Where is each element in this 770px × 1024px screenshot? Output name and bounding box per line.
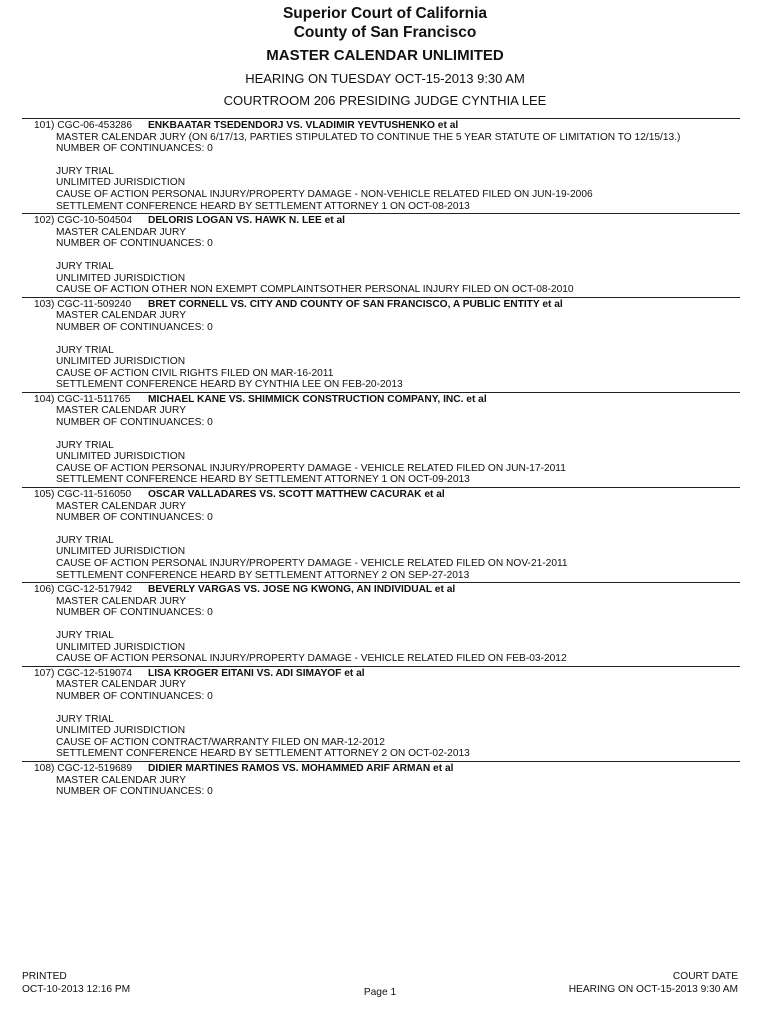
case-detail-line: JURY TRIAL (56, 629, 114, 641)
case-detail-line: NUMBER OF CONTINUANCES: 0 (56, 143, 213, 155)
case-docket: CGC-12-519689 (57, 762, 132, 774)
case-detail-line: SETTLEMENT CONFERENCE HEARD BY CYNTHIA LEE ON FEB-20-2013 (56, 379, 403, 391)
hearing-line: HEARING ON TUESDAY OCT-15-2013 9:30 AM (245, 71, 525, 86)
case-detail-line: JURY TRIAL (56, 439, 114, 451)
case-detail-line: CAUSE OF ACTION PERSONAL INJURY/PROPERTY DAMAGE - VEHICLE RELATED FILED ON FEB-03-2012 (56, 653, 567, 665)
case-detail-line: MASTER CALENDAR JURY (56, 679, 187, 691)
case-detail-line: CAUSE OF ACTION PERSONAL INJURY/PROPERTY DAMAGE - NON-VEHICLE RELATED FILED ON JUN-19-2006 (56, 188, 593, 200)
case-number (34, 299, 148, 311)
case-number (34, 489, 148, 501)
case-detail-line: SETTLEMENT CONFERENCE HEARD BY SETTLEMENT ATTORNEY 2 ON SEP-27-2013 (56, 569, 470, 581)
case-index: 103) (34, 298, 55, 310)
case-entry (22, 666, 740, 761)
case-title: BEVERLY VARGAS VS. JOSE NG KWONG, AN INDIVIDUAL et al (148, 584, 456, 596)
printed-date: OCT-10-2013 12:16 PM (22, 984, 131, 995)
case-title: MICHAEL KANE VS. SHIMMICK CONSTRUCTION COMPANY, INC. et al (148, 393, 487, 405)
case-detail-line: NUMBER OF CONTINUANCES: 0 (56, 786, 213, 798)
case-header (22, 762, 740, 775)
case-detail-line: NUMBER OF CONTINUANCES: 0 (56, 321, 213, 333)
case-number (34, 215, 148, 227)
case-list (22, 118, 740, 810)
case-detail-line: UNLIMITED JURISDICTION (56, 451, 186, 463)
case-docket: CGC-10-504504 (57, 215, 132, 227)
case-detail-line: MASTER CALENDAR JURY (56, 405, 187, 417)
case-entry (22, 487, 740, 582)
case-header (22, 119, 740, 132)
page-header (0, 0, 770, 109)
case-header (22, 214, 740, 227)
case-title: ENKBAATAR TSEDENDORJ VS. VLADIMIR YEVTUSHENKO et al (148, 120, 459, 131)
case-header (22, 488, 740, 501)
case-detail-line: UNLIMITED JURISDICTION (56, 356, 186, 368)
case-index: 102) (34, 215, 55, 227)
case-detail-line: SETTLEMENT CONFERENCE HEARD BY SETTLEMENT ATTORNEY 1 ON OCT-08-2013 (56, 200, 470, 212)
case-title: DIDIER MARTINES RAMOS VS. MOHAMMED ARIF ARMAN et al (148, 762, 454, 774)
case-detail-line: MASTER CALENDAR JURY (56, 500, 187, 512)
case-index: 101) (34, 120, 55, 131)
county-name: County of San Francisco (293, 24, 477, 41)
court-date-info (569, 970, 738, 996)
case-title: BRET CORNELL VS. CITY AND COUNTY OF SAN FRANCISCO, A PUBLIC ENTITY et al (148, 298, 563, 310)
case-detail-line: NUMBER OF CONTINUANCES: 0 (56, 238, 213, 250)
case-detail-line: UNLIMITED JURISDICTION (56, 177, 186, 189)
case-detail-line: MASTER CALENDAR JURY (56, 310, 187, 322)
case-title: LISA KROGER EITANI VS. ADI SIMAYOF et al (148, 667, 365, 679)
case-entry (22, 761, 740, 810)
case-detail-line: UNLIMITED JURISDICTION (56, 546, 186, 558)
case-index: 105) (34, 489, 55, 501)
case-detail-line: CAUSE OF ACTION CONTRACT/WARRANTY FILED ON MAR-12-2012 (56, 736, 385, 748)
case-detail-line: MASTER CALENDAR JURY (ON 6/17/13, PARTIES STIPULATED TO CONTINUE THE 5 YEAR STATUTE OF LIMITATION TO 12/15/13.) (56, 131, 681, 143)
case-index: 104) (34, 393, 55, 405)
case-entry (22, 392, 740, 487)
case-docket: CGC-11-509240 (57, 298, 132, 310)
calendar-title: MASTER CALENDAR UNLIMITED (266, 47, 504, 64)
case-detail-line: JURY TRIAL (56, 260, 114, 272)
case-docket: CGC-12-517942 (57, 584, 132, 596)
case-header (22, 393, 740, 406)
case-detail-line: NUMBER OF CONTINUANCES: 0 (56, 607, 213, 619)
case-detail-line: JURY TRIAL (56, 344, 114, 356)
case-entry (22, 582, 740, 666)
case-detail-line: CAUSE OF ACTION OTHER NON EXEMPT COMPLAINTSOTHER PERSONAL INJURY FILED ON OCT-08-2010 (56, 284, 574, 296)
courtroom-line: COURTROOM 206 PRESIDING JUDGE CYNTHIA LEE (223, 93, 547, 108)
case-detail-line: CAUSE OF ACTION CIVIL RIGHTS FILED ON MAR-16-2011 (56, 367, 334, 379)
case-entry (22, 213, 740, 297)
case-number (34, 668, 148, 680)
case-docket: CGC-11-516050 (57, 489, 132, 501)
case-header (22, 667, 740, 680)
case-detail-line: UNLIMITED JURISDICTION (56, 641, 186, 653)
case-number (34, 120, 148, 132)
case-detail-line: JURY TRIAL (56, 165, 114, 177)
case-number (34, 763, 148, 775)
case-detail-line: CAUSE OF ACTION PERSONAL INJURY/PROPERTY DAMAGE - VEHICLE RELATED FILED ON NOV-21-2011 (56, 558, 568, 569)
case-detail-line: UNLIMITED JURISDICTION (56, 725, 186, 737)
case-docket: CGC-11-511765 (57, 393, 131, 405)
case-index: 107) (34, 667, 55, 679)
court-date-value: HEARING ON OCT-15-2013 9:30 AM (568, 984, 738, 995)
case-docket: CGC-12-519074 (57, 667, 132, 679)
case-detail-line: MASTER CALENDAR JURY (56, 226, 187, 238)
case-detail-line: NUMBER OF CONTINUANCES: 0 (56, 690, 213, 702)
case-detail-line: MASTER CALENDAR JURY (56, 774, 187, 786)
case-index: 106) (34, 584, 55, 596)
case-detail-line: NUMBER OF CONTINUANCES: 0 (56, 417, 213, 429)
case-title: OSCAR VALLADARES VS. SCOTT MATTHEW CACURAK et al (148, 489, 445, 501)
case-detail-line: SETTLEMENT CONFERENCE HEARD BY SETTLEMENT ATTORNEY 2 ON OCT-02-2013 (56, 748, 470, 760)
case-detail-line: JURY TRIAL (56, 534, 114, 546)
case-docket: CGC-06-453286 (57, 120, 132, 131)
case-header (22, 298, 740, 311)
case-detail-line: NUMBER OF CONTINUANCES: 0 (56, 512, 213, 524)
case-number (34, 394, 148, 406)
page-number: Page 1 (363, 987, 397, 998)
case-detail-line: JURY TRIAL (56, 713, 114, 725)
case-detail-line: CAUSE OF ACTION PERSONAL INJURY/PROPERTY DAMAGE - VEHICLE RELATED FILED ON JUN-17-2011 (56, 462, 566, 474)
case-detail-line: UNLIMITED JURISDICTION (56, 272, 186, 284)
case-header (22, 583, 740, 596)
case-entry (22, 118, 740, 213)
printed-label: PRINTED (22, 971, 67, 982)
case-index: 108) (34, 762, 55, 774)
case-detail-line: SETTLEMENT CONFERENCE HEARD BY SETTLEMENT ATTORNEY 1 ON OCT-09-2013 (56, 474, 470, 486)
case-title: DELORIS LOGAN VS. HAWK N. LEE et al (148, 215, 345, 227)
case-entry (22, 297, 740, 392)
court-date-label: COURT DATE (672, 971, 738, 982)
court-name: Superior Court of California (282, 5, 488, 22)
case-detail-line: MASTER CALENDAR JURY (56, 595, 187, 607)
case-number (34, 584, 148, 596)
